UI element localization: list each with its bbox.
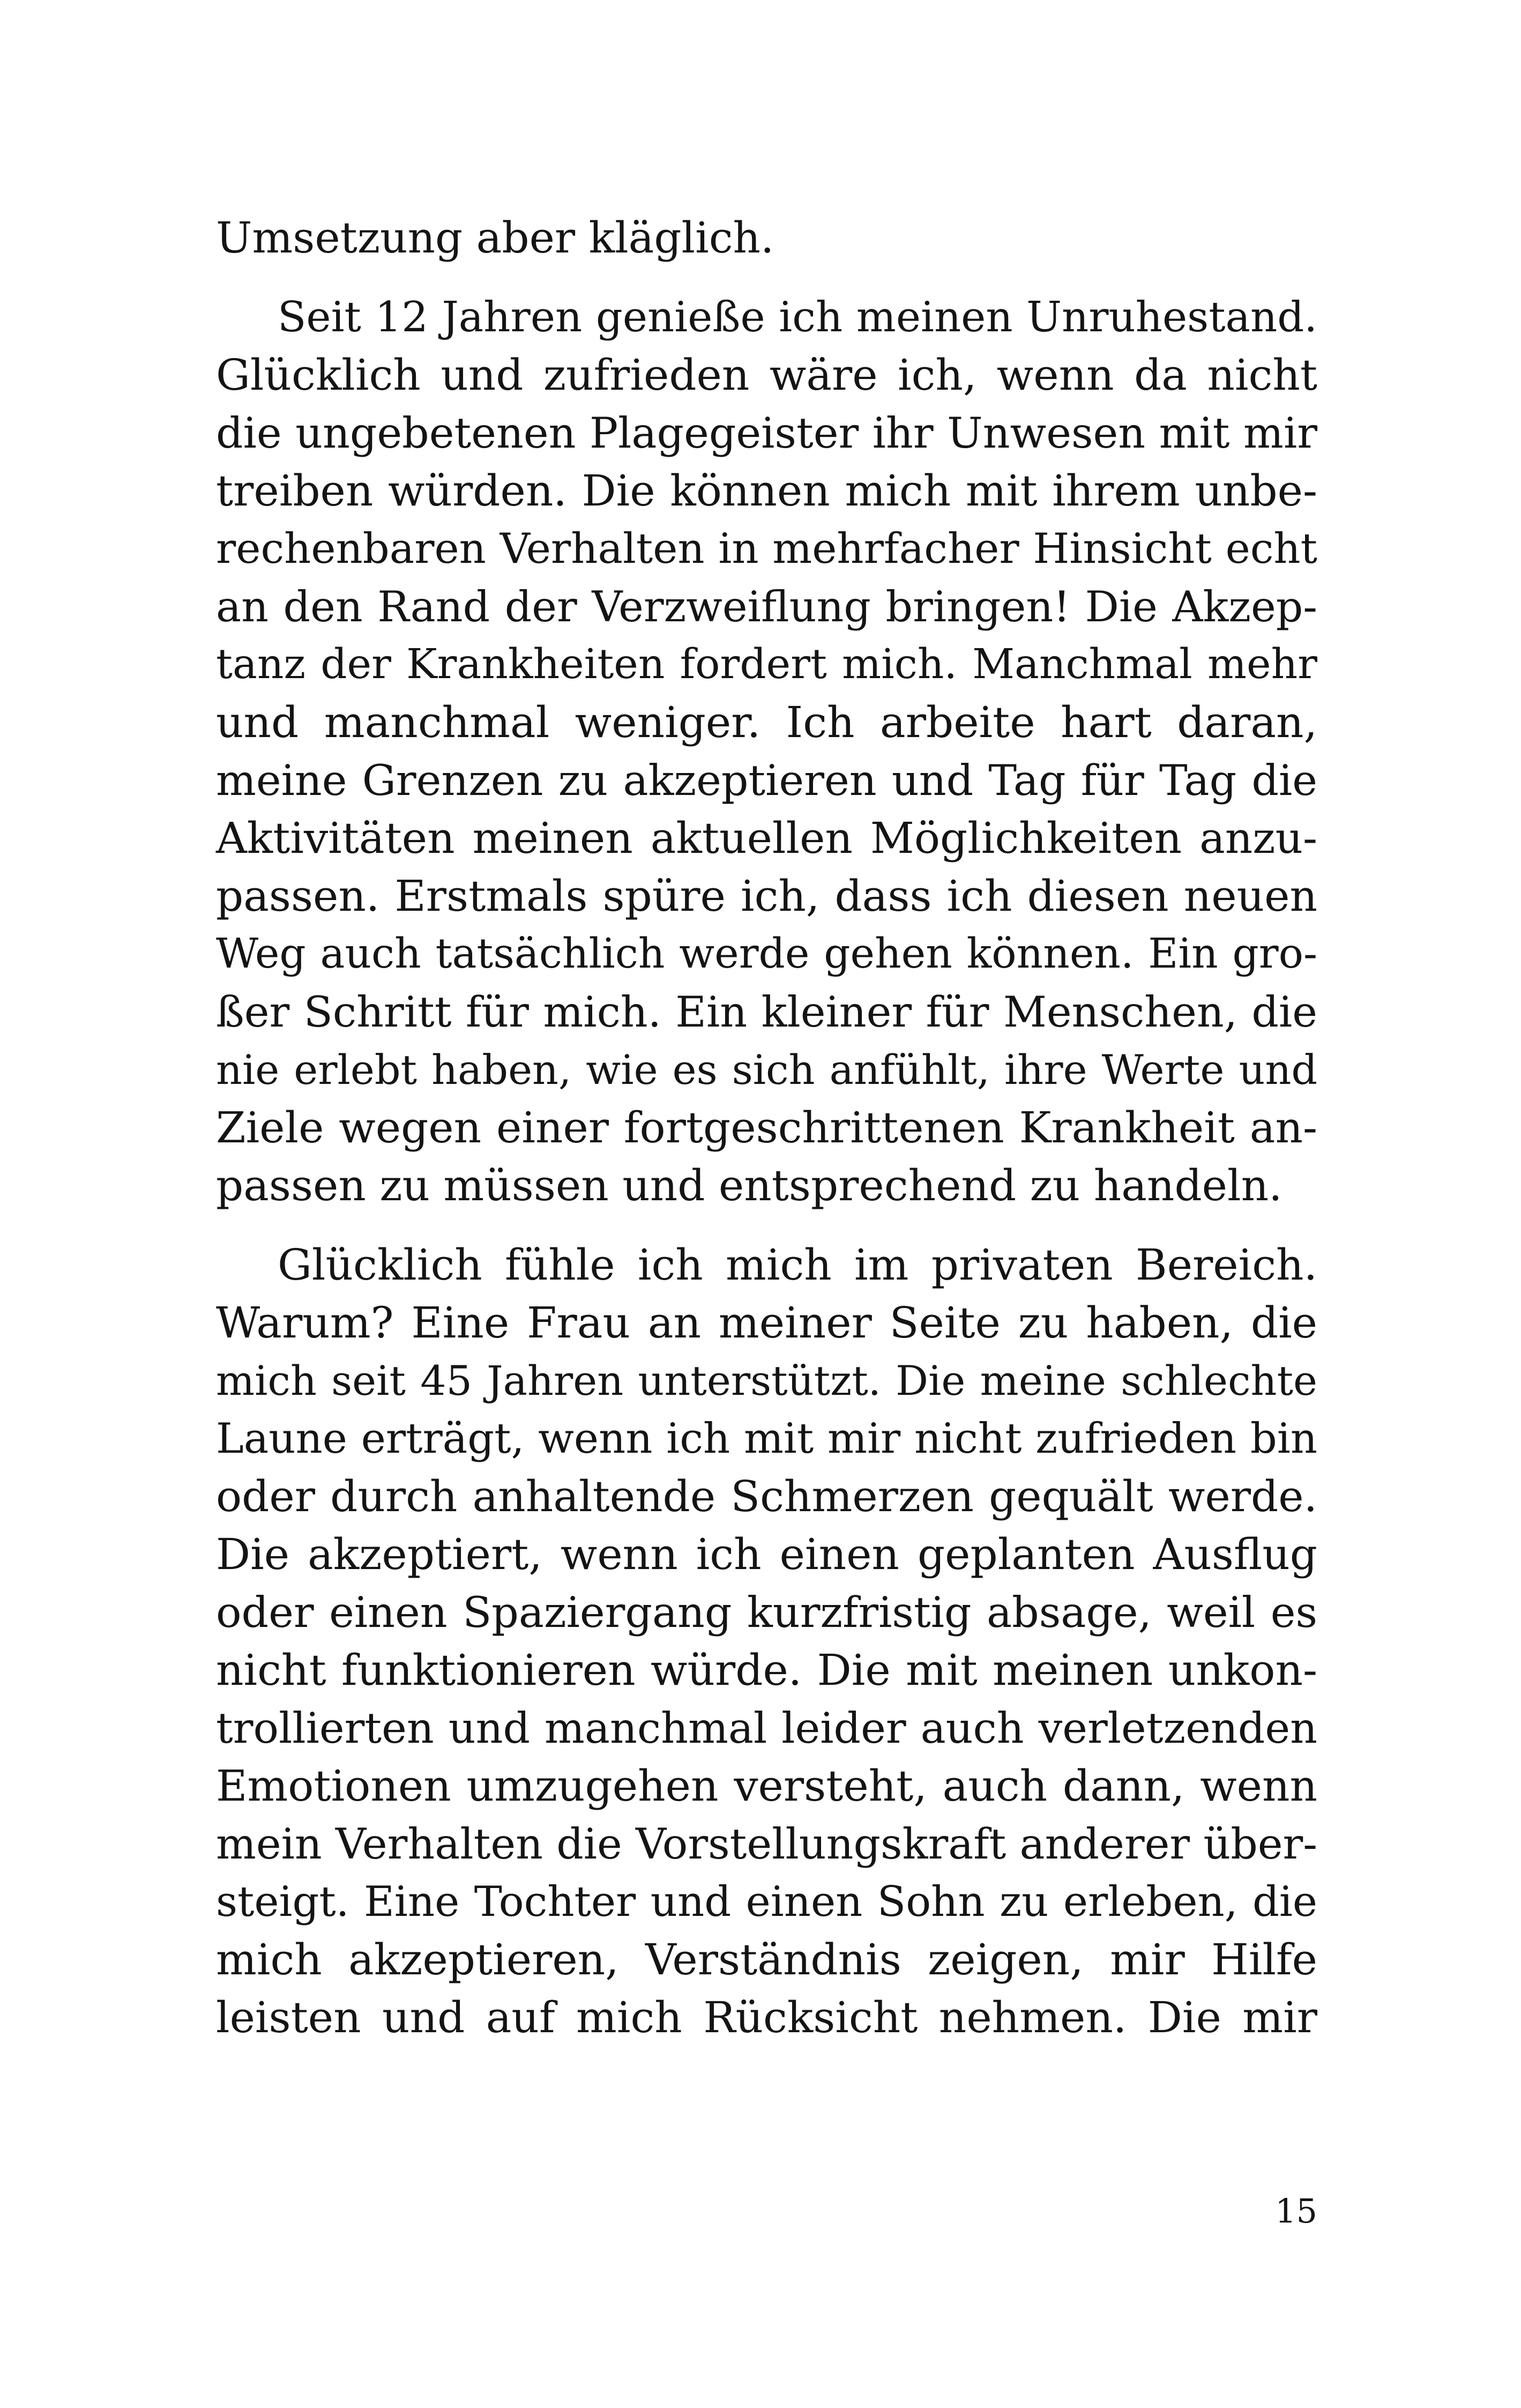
text-line: treiben würden. Die können mich mit ihrem unbe-	[216, 466, 1317, 516]
text-line: Seit 12 Jahren genieße ich meinen Unruhestand.	[278, 293, 1317, 341]
text-line: passen. Erstmals spüre ich, dass ich diesen neuen	[216, 871, 1317, 921]
text-line: tanz der Krankheiten fordert mich. Manchmal mehr	[216, 641, 1317, 688]
text-line: oder einen Spaziergang kurzfristig absage, weil es	[216, 1588, 1317, 1637]
text-line: trollierten und manchmal leider auch verletzenden	[216, 1704, 1317, 1753]
text-line: meine Grenzen zu akzeptieren und Tag für Tag die	[216, 756, 1317, 805]
text-line: Glücklich und zufrieden wäre ich, wenn da nicht	[216, 350, 1317, 400]
paragraph-3	[216, 1236, 1317, 2047]
text-line: mich seit 45 Jahren unterstützt. Die meine schlechte	[216, 1357, 1317, 1404]
paragraph-gap	[216, 267, 1317, 288]
text-line: nicht funktionieren würde. Die mit meinen unkon-	[216, 1645, 1317, 1695]
text-line: und manchmal weniger. Ich arbeite hart daran,	[216, 697, 1317, 747]
text-line: Warum? Eine Frau an meiner Seite zu haben, die	[216, 1298, 1317, 1348]
text-line: Laune erträgt, wenn ich mit mir nicht zufrieden bin	[216, 1415, 1317, 1463]
page-number: 15	[1275, 2191, 1317, 2231]
text-line: Glücklich fühle ich mich im privaten Bereich.	[278, 1240, 1317, 1290]
body-text	[216, 209, 1317, 2047]
text-line: Weg auch tatsächlich werde gehen können. Ein gro-	[216, 930, 1317, 978]
text-line: Emotionen umzugehen versteht, auch dann, wenn	[216, 1761, 1317, 1811]
text-line: oder durch anhaltende Schmerzen gequält werde.	[216, 1471, 1317, 1521]
paragraph-1	[216, 209, 1317, 267]
text-line: Aktivitäten meinen aktuellen Möglichkeiten anzu-	[216, 813, 1317, 863]
text-line: Die akzeptiert, wenn ich einen geplanten Ausflug	[216, 1529, 1317, 1579]
text-line: rechenbaren Verhalten in mehrfacher Hinsicht echt	[216, 525, 1317, 573]
text-line: mich akzeptieren, Verständnis zeigen, mir Hilfe	[216, 1935, 1317, 1985]
text-line: steigt. Eine Tochter und einen Sohn zu erleben, die	[216, 1878, 1317, 1926]
text-line: passen zu müssen und entsprechend zu handeln.	[216, 1161, 1283, 1210]
text-line: mein Verhalten die Vorstellungskraft anderer über-	[216, 1819, 1317, 1869]
text-line: nie erlebt haben, wie es sich anfühlt, ihre Werte und	[216, 1046, 1317, 1094]
paragraph-2	[216, 288, 1317, 1215]
text-line: Ziele wegen einer fortgeschrittenen Krankheit an-	[216, 1103, 1317, 1153]
text-line: ßer Schritt für mich. Ein kleiner für Menschen, die	[216, 987, 1317, 1037]
text-line: an den Rand der Verzweiflung bringen! Die Akzep-	[216, 582, 1317, 631]
paragraph-gap	[216, 1215, 1317, 1236]
text-line: Umsetzung aber kläglich.	[216, 213, 774, 263]
text-line: leisten und auf mich Rücksicht nehmen. Die mir	[216, 1993, 1317, 2042]
text-line: die ungebetenen Plagegeister ihr Unwesen mit mir	[216, 408, 1317, 458]
